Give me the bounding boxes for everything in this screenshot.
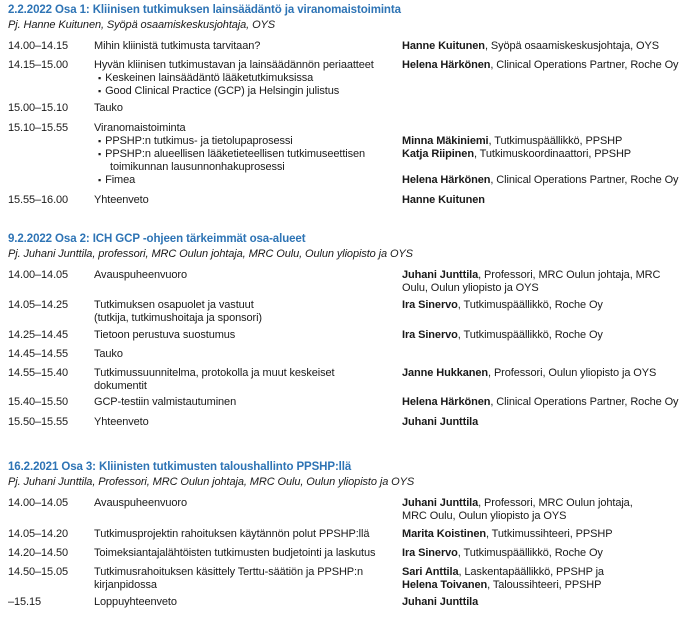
speaker-name: Ira Sinervo — [402, 547, 458, 559]
row-topic: Yhteenveto — [94, 194, 149, 206]
speaker-name: Janne Hukkanen — [402, 367, 489, 379]
row-topic: Avauspuheenvuoro — [94, 269, 187, 281]
speaker-name: Juhani Junttila — [402, 596, 479, 608]
row-time: 14.20–14.50 — [8, 547, 69, 559]
session-3-chair: Pj. Juhani Junttila, Professori, MRC Oulun johtaja, MRC Oulu, Oulun yliopisto ja OYS — [8, 476, 415, 488]
session-3-title: 16.2.2021 Osa 3: Kliinisten tutkimusten taloushallinto PPSHP:llä — [8, 461, 352, 473]
row-time: –15.15 — [8, 596, 42, 608]
row-topic: Tutkimuksen osapuolet ja vastuut — [94, 299, 254, 311]
row-bullet: ▪ Good Clinical Practice (GCP) ja Helsingin julistus — [94, 85, 394, 98]
row-topic: Avauspuheenvuoro — [94, 497, 187, 509]
speaker-role: , Syöpä osaamiskeskusjohtaja, OYS — [484, 40, 659, 52]
row-bullet: ▪ Fimea — [94, 174, 394, 187]
row-bullet: ▪ Keskeinen lainsäädäntö lääketutkimuksissa — [94, 72, 394, 85]
speaker-role-continued: MRC Oulu, Oulun yliopisto ja OYS — [402, 510, 567, 522]
session-2 — [8, 231, 696, 428]
row-topic: Tutkimussuunnitelma, protokolla ja muut keskeiset — [94, 367, 335, 379]
speaker — [402, 40, 696, 53]
speaker — [402, 497, 696, 510]
speaker — [402, 148, 696, 161]
row-topic-continued: (tutkija, tutkimushoitaja ja sponsori) — [94, 312, 262, 324]
speaker-role: , Clinical Operations Partner, Roche Oy — [490, 174, 679, 186]
speaker-name: Juhani Junttila — [402, 416, 479, 428]
row-time: 14.05–14.25 — [8, 299, 69, 311]
speaker — [402, 566, 696, 579]
row-topic: Viranomaistoiminta — [94, 122, 186, 134]
session-2-title: 9.2.2022 Osa 2: ICH GCP -ohjeen tärkeimmät osa-alueet — [8, 233, 306, 245]
speaker — [402, 299, 696, 312]
row-time: 14.55–15.40 — [8, 367, 69, 379]
row-bullet: ▪ PPSHP:n tutkimus- ja tietolupaprosessi — [94, 135, 394, 148]
speaker — [402, 269, 696, 282]
speaker-role: , Professori, MRC Oulun johtaja, — [478, 497, 633, 509]
speaker-role: , Taloussihteeri, PPSHP — [487, 579, 602, 591]
row-time: 14.00–14.15 — [8, 40, 69, 52]
speaker-role: , Clinical Operations Partner, Roche Oy — [490, 396, 679, 408]
speaker — [402, 194, 696, 207]
row-time: 14.25–14.45 — [8, 329, 69, 341]
row-topic: Tutkimusprojektin rahoituksen käytännön polut PPSHP:llä — [94, 528, 370, 540]
speaker-role: , Tutkimussihteeri, PPSHP — [485, 528, 613, 540]
speaker-name: Ira Sinervo — [402, 329, 458, 341]
speaker — [402, 528, 696, 541]
speaker-name: Minna Mäkiniemi — [402, 135, 489, 147]
row-topic: Tutkimusrahoituksen käsittely Terttu-säätiön ja PPSHP:n — [94, 566, 364, 578]
row-topic-continued: dokumentit — [94, 380, 147, 392]
row-topic: Yhteenveto — [94, 416, 149, 428]
speaker — [402, 596, 696, 609]
row-topic: Tauko — [94, 102, 123, 114]
row-bullet-continued: toimikunnan lausunnonhakuprosessi — [110, 161, 285, 173]
row-topic: Loppuyhteenveto — [94, 596, 177, 608]
row-time: 14.00–14.05 — [8, 269, 69, 281]
row-time: 15.10–15.55 — [8, 122, 69, 134]
speaker — [402, 174, 696, 187]
speaker-name: Ira Sinervo — [402, 299, 458, 311]
row-topic: Toimeksiantajalähtöisten tutkimusten budjetointi ja laskutus — [94, 547, 376, 559]
speaker — [402, 396, 696, 409]
speaker-name: Helena Härkönen — [402, 59, 491, 71]
row-topic-continued: kirjanpidossa — [94, 579, 157, 591]
row-time: 15.40–15.50 — [8, 396, 69, 408]
speaker-role: , Tutkimuspäällikkö, Roche Oy — [457, 547, 603, 559]
row-time: 15.00–15.10 — [8, 102, 69, 114]
speaker-name: Marita Koistinen — [402, 528, 486, 540]
speaker — [402, 579, 696, 592]
row-time: 15.55–16.00 — [8, 194, 69, 206]
row-topic: Tauko — [94, 348, 123, 360]
speaker-name: Juhani Junttila — [402, 497, 479, 509]
row-topic: Mihin kliinistä tutkimusta tarvitaan? — [94, 40, 261, 52]
speaker-role: , Tutkimuspäällikkö, Roche Oy — [457, 329, 603, 341]
speaker — [402, 367, 696, 380]
row-topic: GCP-testiin valmistautuminen — [94, 396, 237, 408]
session-3 — [8, 459, 696, 608]
speaker-role: , Professori, Oulun yliopisto ja OYS — [488, 367, 657, 379]
speaker-role: , Tutkimuspäällikkö, Roche Oy — [457, 299, 603, 311]
speaker-name: Juhani Junttila — [402, 269, 479, 281]
speaker-name: Hanne Kuitunen — [402, 194, 485, 206]
row-time: 14.50–15.05 — [8, 566, 69, 578]
row-time: 14.45–14.55 — [8, 348, 69, 360]
speaker-name: Helena Härkönen — [402, 396, 491, 408]
speaker-name: Hanne Kuitunen — [402, 40, 485, 52]
session-2-chair: Pj. Juhani Junttila, professori, MRC Oulun johtaja, MRC Oulu, Oulun yliopisto ja OYS — [8, 248, 413, 260]
row-bullet: ▪ PPSHP:n alueellisen lääketieteellisen tutkimuseettisen — [94, 148, 394, 161]
row-time: 14.00–14.05 — [8, 497, 69, 509]
session-1 — [8, 2, 696, 206]
speaker-name: Helena Härkönen — [402, 174, 491, 186]
speaker — [402, 59, 696, 72]
speaker-role: , Tutkimuskoordinaattori, PPSHP — [473, 148, 632, 160]
speaker-role: , Clinical Operations Partner, Roche Oy — [490, 59, 679, 71]
speaker — [402, 329, 696, 342]
speaker-role: , Laskentapäällikkö, PPSHP ja — [458, 566, 604, 578]
speaker — [402, 135, 696, 148]
row-time: 14.05–14.20 — [8, 528, 69, 540]
speaker — [402, 547, 696, 560]
speaker — [402, 416, 696, 429]
row-time: 14.15–15.00 — [8, 59, 69, 71]
row-topic: Hyvän kliinisen tutkimustavan ja lainsäädännön periaatteet — [94, 59, 374, 71]
row-topic: Tietoon perustuva suostumus — [94, 329, 236, 341]
speaker-name: Helena Toivanen — [402, 579, 488, 591]
speaker-role-continued: Oulu, Oulun yliopisto ja OYS — [402, 282, 539, 294]
speaker-name: Sari Anttila — [402, 566, 459, 578]
speaker-role: , Professori, MRC Oulun johtaja, MRC — [478, 269, 661, 281]
row-time: 15.50–15.55 — [8, 416, 69, 428]
session-1-chair: Pj. Hanne Kuitunen, Syöpä osaamiskeskusjohtaja, OYS — [8, 19, 276, 31]
speaker-role: , Tutkimuspäällikkö, PPSHP — [488, 135, 623, 147]
session-1-title: 2.2.2022 Osa 1: Kliinisen tutkimuksen lainsäädäntö ja viranomaistoiminta — [8, 4, 401, 16]
speaker-name: Katja Riipinen — [402, 148, 474, 160]
